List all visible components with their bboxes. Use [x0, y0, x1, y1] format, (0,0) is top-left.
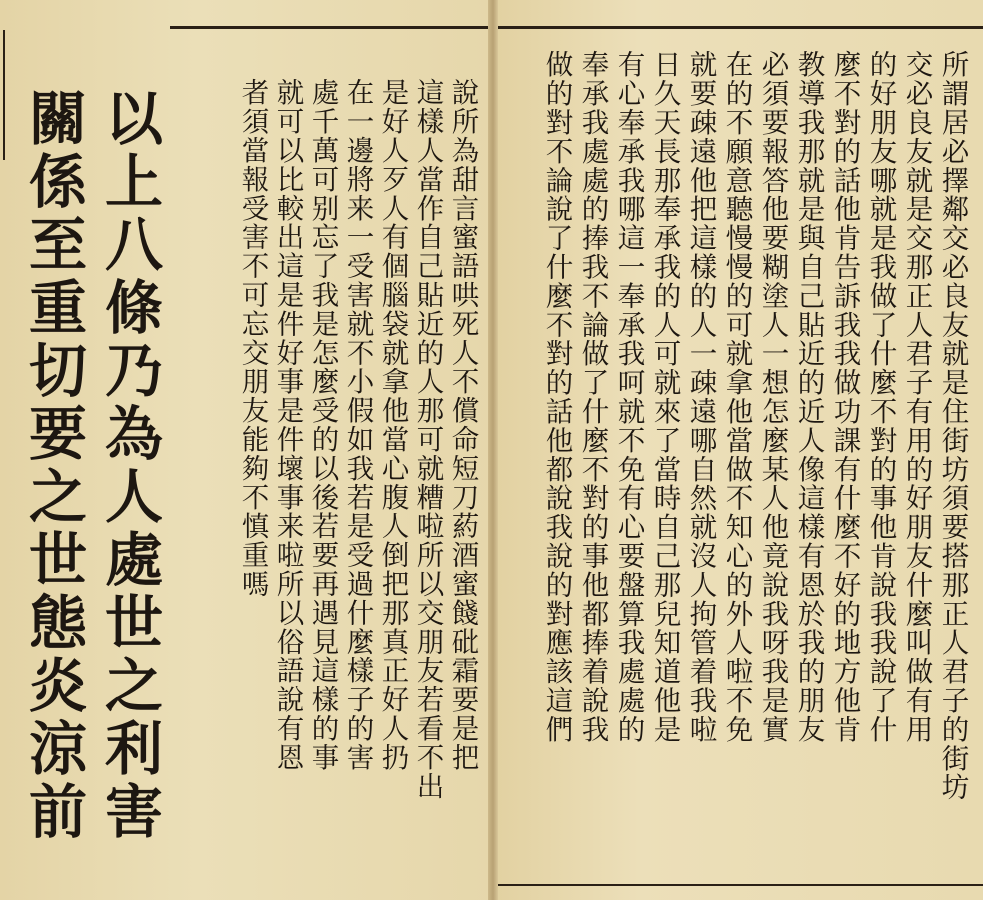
text-column: 在的不願意聽慢慢的可就拿他當做不知心的外人啦不免	[720, 50, 753, 744]
text-column: 日久天長那奉承我的人可就來了當時自己那兒知道他是	[648, 50, 681, 744]
text-column: 有心奉承我哪這一奉承我呵就不免有心要盤算我處處的	[612, 50, 645, 744]
text-column: 在一邊將来一受害就不小假如我若是受過什麼樣子的害	[341, 78, 374, 772]
text-column: 的好朋友哪就是我做了什麼不對的事他肯說我我說了什	[864, 50, 897, 744]
page-edge-mark	[3, 30, 13, 160]
text-column: 奉承我處處的捧我不論做了什麼不對的事他都捧着說我	[576, 50, 609, 744]
text-column: 麼不對的話他肯告訴我我做功課有什麼不好的地方他肯	[828, 50, 861, 744]
top-rule	[496, 26, 983, 29]
text-column: 者須當報受害不可忘交朋友能夠不慎重嗎	[236, 78, 269, 599]
text-column: 所謂居必擇鄰交必良友就是住街坊須要搭那正人君子的街坊	[936, 50, 969, 802]
right-page	[492, 0, 983, 900]
bottom-rule	[496, 884, 983, 886]
text-column: 就要疎遠他把這樣的人一疎遠哪自然就沒人拘管着我啦	[684, 50, 717, 744]
top-rule	[170, 26, 492, 29]
book-gutter	[488, 0, 498, 900]
text-column: 是好人歹人有個腦袋就拿他當心腹人倒把那真正好人扔	[376, 78, 409, 772]
text-column: 做的對不論說了什麼不對的話他都說我說的對應該這們	[540, 50, 573, 744]
text-column: 這樣人當作自己貼近的人那可就糟啦所以交朋友若看不出	[411, 78, 444, 801]
text-column: 就可以比較出這是件好事是件壞事来啦所以俗語說有恩	[271, 78, 304, 772]
text-column: 必須要報答他要糊塗人一想怎麼某人他竟說我呀我是實	[756, 50, 789, 744]
text-column: 說所為甜言蜜語哄死人不償命短刀葯酒蜜餞砒霜要是把	[446, 78, 479, 772]
text-column: 交必良友就是交那正人君子有用的好朋友什麼叫做有用	[900, 50, 933, 744]
text-column: 教導我那就是與自己貼近的近人像這樣有恩於我的朋友	[792, 50, 825, 744]
summary-column-1: 以上八條乃為人處世之利害	[95, 88, 163, 844]
text-column: 處千萬可别忘了我是怎麼受的以後若要再遇見這樣的事	[306, 78, 339, 772]
summary-column-2: 關係至重切要之世態炎涼前	[19, 88, 87, 844]
